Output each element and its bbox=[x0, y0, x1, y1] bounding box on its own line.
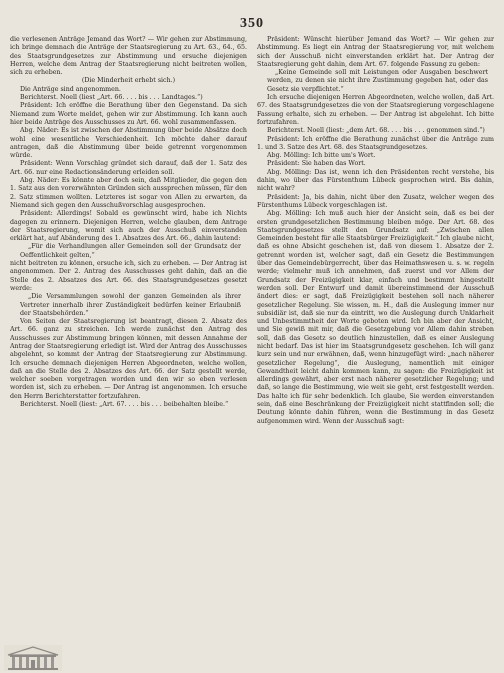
quoted-text: „Keine Gemeinde soll mit Leistungen oder Ausgaben beschwert werden, zu denen sie nicht ihre Zustimmung gegeben hat, oder das Gesetz sie verpflichtet.“ bbox=[267, 69, 488, 93]
paragraph: die verlesenen Anträge Jemand das Wort? — Wir gehen zur Abstimmung, ich bringe demnach die Anträge der Staatsregierung zu Art. 63., 64., 65. des Staatsgrundgesetzes zur Abstimmung und ersuche diejenigen Herren, welche dem Antrag der Staatsregierung nicht beitreten wollen, sich zu erheben. bbox=[10, 36, 247, 77]
quoted-text: „Die Versammlungen sowohl der ganzen Gemeinden als ihrer Vertreter innerhalb ihrer Zuständigkeit bedürfen keiner Erlaubniß der Staatsbehörden.“ bbox=[20, 293, 241, 317]
paragraph: Abg. Näder: Es könnte aber doch sein, daß Mitglieder, die gegen den 1. Satz aus den vorerwähnten Gründen sich aussprechen müssen, für den 2. Satz stimmen wollten. Letzteres ist sogar von Allen zu erwarten, da Niemand sich gegen den Ausschußvorschlag ausgesprochen. bbox=[10, 177, 247, 209]
left-column bbox=[10, 36, 247, 648]
paragraph: Abg. Mölling: Das ist, wenn ich den Präsidenten recht verstehe, bis dahin, wo über das Fürstenthum Lübeck gesprochen wird. Bis dahin, nicht wahr? bbox=[257, 168, 494, 193]
page-number: 350 bbox=[240, 16, 264, 31]
paragraph: (Die Minderheit erhebt sich.) bbox=[81, 77, 176, 85]
paragraph: Präsident: Ich eröffne die Berathung über den Gegenstand. Da sich Niemand zum Worte meldet, gehen wir zur Abstimmung. Ich kann auch hier beide Anträge des Ausschusses zu Art. 66. wohl zusammenfassen. bbox=[10, 102, 247, 126]
paragraph: Präsident: Wenn Vorschlag gründet sich darauf, daß der 1. Satz des Art. 66. nur eine Redactionsänderung erleiden soll. bbox=[10, 160, 247, 176]
paragraph: Präsident: Ja, bis dahin, nicht über den Zusatz, welcher wegen des Fürstenthums Lübeck vorgeschlagen ist. bbox=[257, 193, 494, 209]
library-building-logo bbox=[4, 645, 62, 671]
paragraph: Berichterst. Noell (liest: „Art. 67. . . . bis . . . beibehalten bleibe.“ bbox=[20, 401, 229, 409]
paragraph: Präsident: Ich eröffne die Berathung zunächst über die Anträge zum 1. und 3. Satze des Art. 68. des Staatsgrundgesetzes. bbox=[257, 135, 494, 151]
paragraph: Präsident: Allerdings! Sobald es gewünscht wird, habe ich Nichts dagegen zu erinnern. Diejenigen Herren, welche glauben, dem Antrage der Staatsregierung, womit sich auch der Ausschuß einverstanden erklärt hat, auf Abänderung des 1. Absatzes des Art. 66., dahin lautend: bbox=[10, 210, 247, 243]
paragraph: Abg. Mölling: Ich bitte um's Wort. bbox=[267, 152, 376, 160]
paragraph: Abg. Mölling: Ich muß auch hier der Ansicht sein, daß es bei der ersten grundgesetzlichen Bestimmung bleiben möge. Der Art. 68. des Staatsgrundgesetzes stellt den Grundsatz auf: „Zwischen allen Gemeinden besteht für alle Staatsbürger Freizügigkeit.“ Ich glaube nicht, daß es ohne Absicht geschehen ist, daß von diesem 1. Absatze der 2. getrennt worden ist, welcher sagt, daß ein Gesetz die Bestimmungen über das Gemeindebürgerrecht, über das Heimathswesen u. s. w. regeln werde; vielmehr muß ich annehmen, daß zuerst und vor Allem der Grundsatz der Freizügigkeit klar, einfach und bestimmt hingestellt werden soll. Der Entwurf und damit übereinstimmend der Ausschuß ändert dies: er sagt, daß Freizügigkeit bestehen soll nach näherer gesetzlicher Regelung. Sie wissen, m. H., daß die Auslegung immer nur subsidiär ist, daß sie nur da eintritt, wo die Auslegung durch Unklarheit und Unbestimmtheit der Worte geboten wird. Ich bin aber der Ansicht, und Sie gewiß mit mir, daß die Gesetzgebung vor Allem dahin streben soll, daß das Gesetz so deutlich hinzustellen, daß es einer Auslegung nicht bedarf. Das ist hier im Staatsgrundgesetz geschehen. Ich will ganz kurz sein und nur erwähnen, daß, wenn hinzugefügt wird: „nach näherer gesetzlicher Regelung“, die Auslegung, namentlich mit einiger Gewandtheit leicht dahin kommen kann, zu sagen: die Freizügigkeit ist allerdings gewährt, aber erst nach näherer gesetzlicher Regelung; und daß, so lange die Bestimmung, wie weit sie geht, erst festgestellt werden. Das halte ich für sehr bedenklich. Ich glaube, Sie werden einverstanden sein, daß eine Beschränkung der Freizügigkeit nicht stattfinden soll; die Deutung könnte dahin führen, wenn die Bestimmung in das Gesetz aufgenommen wird. Wenn der Ausschuß sagt: bbox=[257, 210, 494, 425]
paragraph: Von Seiten der Staatsregierung ist beantragt, diesen 2. Absatz des Art. 66. ganz zu streichen. Ich werde zunächst den Antrag des Ausschusses zur Abstimmung bringen können, mit dessen Annahme der Antrag der Staatsregierung erledigt ist. Wird der Antrag des Ausschusses abgelehnt, so kommt der Antrag der Staatsregierung zur Abstimmung. Ich ersuche demnach diejenigen Herren Abgeordneten, welche wollen, daß an die Stelle des 2. Absatzes des Art. 66. der Satz gestellt werde, welcher soeben vorgetragen worden und den wir so eben verlesen worden ist, sich zu erheben. — Der Antrag ist angenommen. Ich ersuche den Herrn Berichterstatter fortzufahren. bbox=[10, 318, 247, 400]
paragraph: Berichterst. Noell (liest „Art. 66. . . . bis . . . Landtages.“) bbox=[20, 94, 203, 102]
quoted-text: „Für die Verhandlungen aller Gemeinden soll der Grundsatz der Oeffentlichkeit gelten,“ bbox=[20, 243, 241, 259]
two-column-body bbox=[10, 36, 494, 648]
paragraph: Ich ersuche diejenigen Herren Abgeordneten, welche wollen, daß Art. 67. des Staatsgrundgesetzes die von der Staatsregierung vorgeschlagene Fassung erhalte, sich zu erheben. — Der Antrag ist abgelehnt. Ich bitte fortzufahren. bbox=[257, 94, 494, 126]
paragraph: Die Anträge sind angenommen. bbox=[20, 85, 121, 93]
paragraph: Präsident: Wünscht hierüber Jemand das Wort? — Wir gehen zur Abstimmung. Es liegt ein Antrag der Staatsregierung vor, mit welchem sich der Ausschuß nicht einverstanden erklärt hat. Der Antrag der Staatsregierung geht dahin, dem Art. 67. folgende Fassung zu geben: bbox=[257, 36, 494, 68]
right-column bbox=[257, 36, 494, 648]
paragraph: nicht beitreten zu können, ersuche ich, sich zu erheben. — Der Antrag ist angenommen. Der 2. Antrag des Ausschusses geht dahin, daß an die Stelle des 2. Absatzes des Art. 66. des Staatsgrundgesetzes gesetzt werde: bbox=[10, 260, 247, 292]
paragraph: Berichterst. Noell (liest: „dem Art. 68. . . . bis . . . genommen sind.“) bbox=[267, 127, 485, 135]
paragraph: Präsident: Sie haben das Wort. bbox=[267, 160, 366, 168]
paragraph: Abg. Näder: Es ist zwischen der Abstimmung über beide Absätze doch wohl eine wesentliche Verschiedenheit. Ich möchte daher darauf antragen, daß die Abstimmung über beide getrennt vorgenommen würde. bbox=[10, 127, 247, 160]
